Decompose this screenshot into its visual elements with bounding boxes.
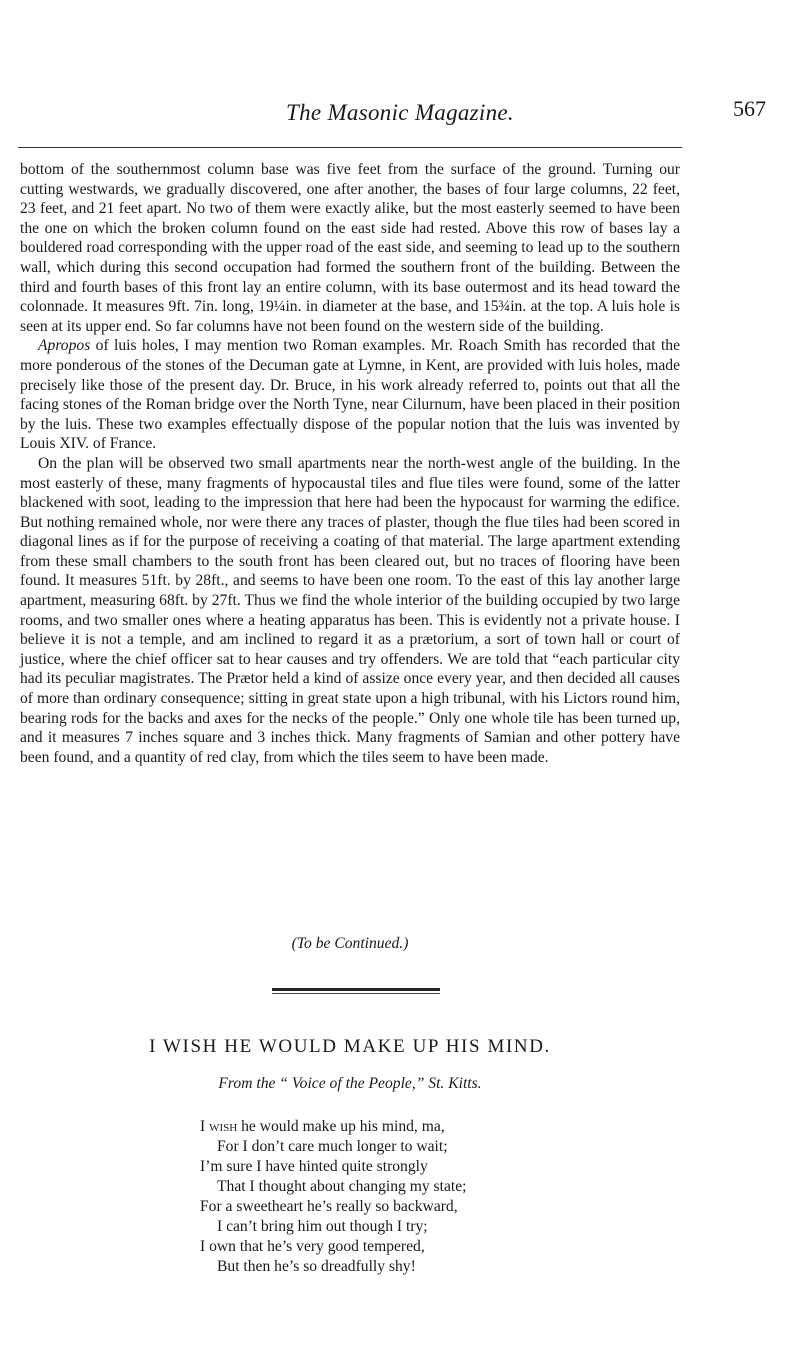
poem-line-6: I can’t bring him out though I try; [217, 1218, 428, 1235]
divider-thin-rule [272, 993, 440, 994]
to-be-continued: (To be Continued.) [291, 935, 409, 952]
poem-line-2: For I don’t care much longer to wait; [217, 1138, 448, 1155]
poem-body [200, 1117, 620, 1277]
header-rule [18, 147, 682, 148]
poem-line-3: I’m sure I have hinted quite strongly [200, 1158, 428, 1175]
poem-line-5: For a sweetheart he’s really so backward, [200, 1198, 458, 1215]
poem-source: From the “ Voice of the People,” St. Kitts. [218, 1075, 482, 1092]
section-divider [272, 988, 440, 994]
running-head [20, 96, 780, 136]
page-number: 567 [733, 96, 766, 121]
article-body [20, 160, 680, 767]
article-paragraph-1: bottom of the southernmost column base was five feet from the surface of the ground. Turning our cutting westwards, we gradually discovered, one after another, the bases of four large columns, 22 feet, 23 feet, and 21 feet apart. No two of them were exactly alike, but the most easterly seemed to have been the one on which the broken column found on the east side had rested. Above this row of bases lay a bouldered road corresponding with the upper road of the east side, and seeming to lead up to the southern wall, which during this second occupation had formed the southern front of the building. Between the third and fourth bases of this front lay an entire column, with its base outermost and its head toward the colonnade. It measures 9ft. 7in. long, 19¼in. in diameter at the base, and 15¾in. at the top. A luis hole is seen at its upper end. So far columns have not been found on the western side of the building. [20, 161, 680, 335]
article-paragraph-3: On the plan will be observed two small apartments near the north-west angle of the building. In the most easterly of these, many fragments of hypocaustal tiles and flue tiles were found, some of the latter blackened with soot, leading to the impression that here had been the hypocaust for warming the edifice. But nothing remained whole, nor were there any traces of plaster, though the flue tiles had been scored in diagonal lines as if for the purpose of receiving a coating of that material. The large apartment extending from these small chambers to the south front has been cleared out, but no traces of flooring have been found. It measures 51ft. by 28ft., and seems to have been one room. To the east of this lay another large apartment, measuring 68ft. by 27ft. Thus we find the whole interior of the building occupied by two large rooms, and two smaller ones where a heating apparatus has been. This is evidently not a private house. I believe it is not a temple, and am inclined to regard it as a prætorium, a sort of town hall or court of justice, where the chief officer sat to hear causes and try offenders. We are told that “each particular city had its peculiar magistrates. The Prætor held a kind of assize once every year, and then decided all causes of more than ordinary consequence; sitting in great state upon a high tribunal, with his Lictors round him, bearing rods for the backs and axes for the necks of the people.” Only one whole tile has been turned up, and it measures 7 inches square and 3 inches thick. Many fragments of Samian and other pottery have been found, and a quantity of red clay, from which the tiles seem to have been made. [20, 454, 680, 766]
poem-first-line-rest: he would make up his mind, ma, [237, 1118, 445, 1135]
apropos-word: Apropos [38, 337, 91, 355]
poem-first-word: I wish [200, 1118, 238, 1135]
divider-thick-rule [272, 988, 440, 991]
poem-line-8: But then he’s so dreadfully shy! [217, 1258, 416, 1275]
poem-line-7: I own that he’s very good tempered, [200, 1238, 425, 1255]
poem-title: I WISH HE WOULD MAKE UP HIS MIND. [149, 1036, 551, 1057]
article-paragraph-2-text: of luis holes, I may mention two Roman examples. Mr. Roach Smith has recorded that the more ponderous of the stones of the Decuman gate at Lymne, in Kent, are provided with luis holes, made precisely like those of the present day. Dr. Bruce, in his work already referred to, points out that all the facing stones of the Roman bridge over the North Tyne, near Cilurnum, have been placed in their position by the luis. These two examples effectually dispose of the popular notion that the luis was invented by Louis XIV. of France. [20, 337, 681, 453]
article-paragraph-2 [20, 336, 680, 454]
poem-line-1 [200, 1117, 620, 1137]
running-title: The Masonic Magazine. [286, 100, 514, 125]
poem-line-4: That I thought about changing my state; [217, 1178, 467, 1195]
